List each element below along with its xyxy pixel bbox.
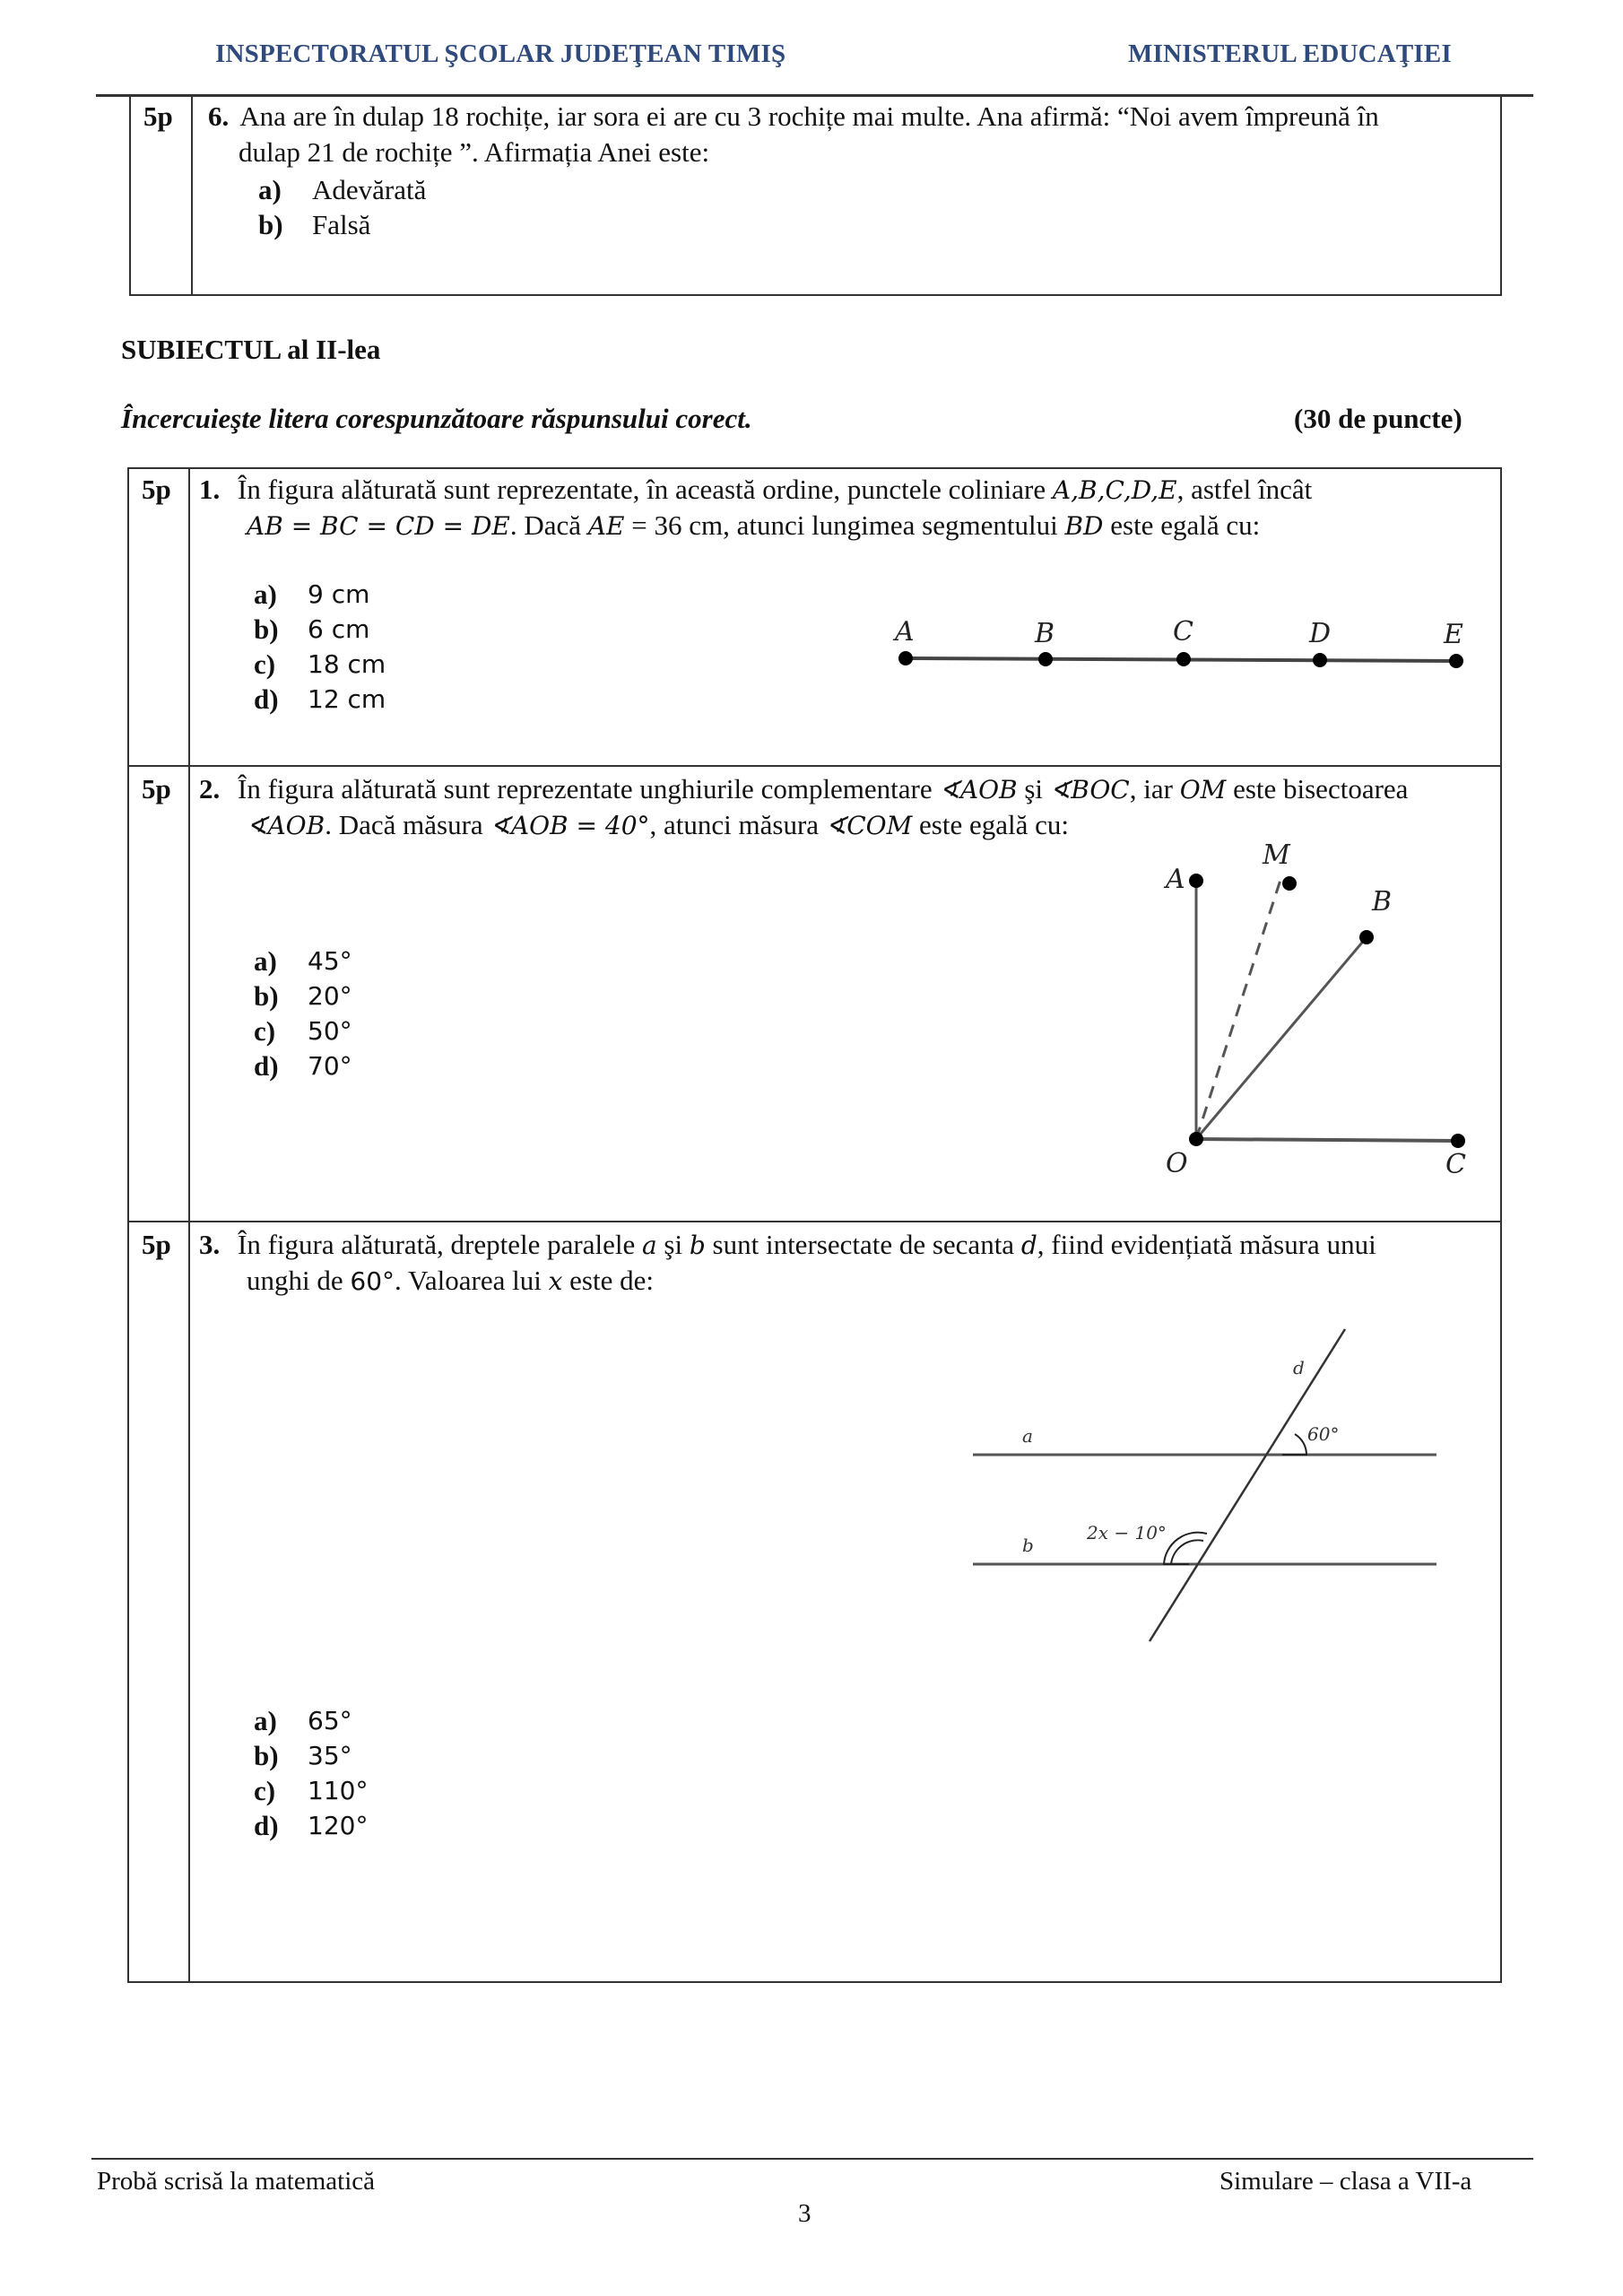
section-instruction: Încercuieşte litera corespunzătoare răspunsului corect. xyxy=(121,403,752,434)
bisector-om xyxy=(1196,874,1282,1139)
point-o-dot xyxy=(1189,1132,1203,1146)
header-inspectorate: INSPECTORATUL ŞCOLAR JUDEŢEAN TIMIŞ xyxy=(215,39,786,68)
label-angle-60: 60° xyxy=(1307,1423,1340,1445)
question-1-line1: 1. În figura alăturată sunt reprezentate, în această ordine, punctele coliniare A,B,C,D,E, astfel încât xyxy=(199,474,1313,505)
question-2-line2: ∢AOB. Dacă măsura ∢AOB = 40°, atunci măsura ∢COM este egală cu: xyxy=(247,809,1070,840)
points-column-divider xyxy=(191,94,193,296)
option-b[interactable]: b) Falsă xyxy=(258,209,371,240)
secant-d xyxy=(1150,1329,1345,1641)
question-6-number: 6. xyxy=(208,100,230,132)
question-3-options xyxy=(254,1703,368,1843)
collinear-points-figure xyxy=(879,610,1488,682)
option-a[interactable]: a) 9 cm xyxy=(254,578,370,610)
point-b-dot xyxy=(1038,652,1053,666)
footer-rule xyxy=(91,2158,1533,2160)
label-c: C xyxy=(1173,616,1193,648)
point-c-dot xyxy=(1451,1134,1465,1148)
label-a: A xyxy=(1166,864,1185,895)
question-6-options xyxy=(258,172,426,242)
question-2-line1: 2. În figura alăturată sunt reprezentate unghiurile complementare ∢AOB şi ∢BOC, iar OM este bisectoarea xyxy=(199,773,1409,804)
label-o: O xyxy=(1166,1148,1188,1179)
label-b: B xyxy=(1372,886,1393,918)
parallel-lines-figure xyxy=(968,1318,1453,1650)
footer-left: Probă scrisă la matematică xyxy=(97,2167,376,2196)
label-b: b xyxy=(1022,1535,1034,1556)
question-2-options xyxy=(254,944,352,1083)
question-3-line2: unghi de 60°. Valoarea lui x este de: xyxy=(247,1265,654,1296)
row-divider xyxy=(127,1221,1502,1222)
question-3-line1: 3. În figura alăturată, dreptele paralele a şi b sunt intersectate de secanta d, fiind evidențiată măsura unui xyxy=(199,1229,1376,1260)
point-b-dot xyxy=(1359,930,1374,944)
label-d: D xyxy=(1309,618,1332,649)
label-d: d xyxy=(1293,1357,1305,1378)
point-a-dot xyxy=(898,651,913,665)
question-6-line1: Ana are în dulap 18 rochițe, iar sora ei are cu 3 rochițe mai multe. Ana afirmă: “Noi avem împreună în xyxy=(239,100,1379,132)
points-column-divider xyxy=(188,467,190,1983)
question-3-points: 5p xyxy=(142,1229,171,1260)
option-c[interactable]: c) 18 cm xyxy=(254,648,386,680)
option-a[interactable]: a) 45° xyxy=(254,945,352,977)
label-e: E xyxy=(1444,619,1463,650)
point-c-dot xyxy=(1176,652,1191,666)
header-ministry: MINISTERUL EDUCAŢIEI xyxy=(1128,39,1452,68)
option-d[interactable]: d) 120° xyxy=(254,1810,369,1841)
label-c: C xyxy=(1445,1149,1466,1179)
angles-figure xyxy=(1139,839,1497,1179)
label-m: M xyxy=(1263,839,1290,871)
option-a[interactable]: a) 65° xyxy=(254,1705,352,1736)
label-a: a xyxy=(1022,1425,1033,1447)
row-divider xyxy=(127,765,1502,767)
ray-ob xyxy=(1196,937,1367,1139)
page-number: 3 xyxy=(798,2199,812,2228)
label-a: A xyxy=(895,616,915,648)
section-title: SUBIECTUL al II-lea xyxy=(121,334,381,365)
option-c[interactable]: c) 110° xyxy=(254,1775,369,1806)
question-6-points: 5p xyxy=(143,100,173,132)
point-e-dot xyxy=(1449,654,1463,668)
angle-60-arc xyxy=(1282,1434,1306,1455)
option-d[interactable]: d) 12 cm xyxy=(254,683,386,715)
question-6-text-line1 xyxy=(208,99,1379,135)
ray-oc xyxy=(1196,1139,1458,1141)
option-d[interactable]: d) 70° xyxy=(254,1050,352,1082)
label-angle-x: 2x − 10° xyxy=(1087,1522,1167,1544)
question-1-points: 5p xyxy=(142,474,171,505)
footer-right: Simulare – clasa a VII-a xyxy=(1219,2167,1472,2196)
option-b[interactable]: b) 20° xyxy=(254,980,352,1012)
option-b[interactable]: b) 6 cm xyxy=(254,613,370,645)
point-m-dot xyxy=(1282,876,1297,891)
question-2-points: 5p xyxy=(142,773,171,804)
question-1-line2: AB = BC = CD = DE. Dacă AE = 36 cm, atunci lungimea segmentului BD este egală cu: xyxy=(247,509,1261,541)
angle-x-arc-inner xyxy=(1171,1540,1203,1564)
option-a[interactable]: a) Adevărată xyxy=(258,174,427,205)
section-points: (30 de puncte) xyxy=(1294,403,1462,434)
question-1-options xyxy=(254,577,386,717)
option-b[interactable]: b) 35° xyxy=(254,1740,352,1771)
question-6-line2: dulap 21 de rochițe ”. Afirmația Anei este: xyxy=(239,136,710,168)
option-c[interactable]: c) 50° xyxy=(254,1015,352,1047)
point-a-dot xyxy=(1189,874,1203,888)
point-d-dot xyxy=(1313,653,1327,667)
label-b: B xyxy=(1035,618,1055,649)
